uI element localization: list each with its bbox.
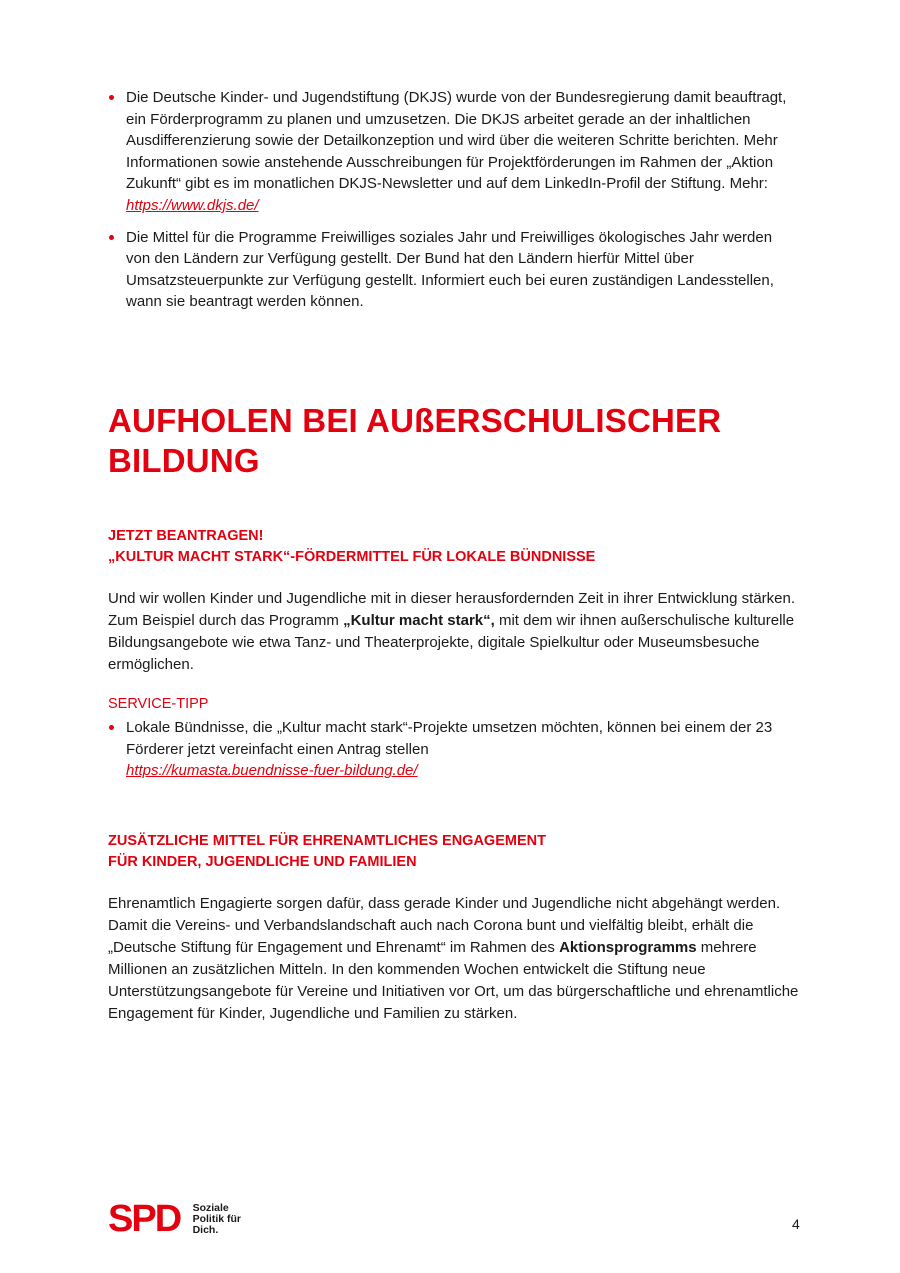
service-tip-label: SERVICE-TIPP xyxy=(108,696,209,712)
paragraph-text: mit dem wir ihnen außerschulische kulturelle Bildungsangebote wie etwa Tanz- und Theaterprojekte, digitale Spielkultur oder Museumsbesuche ermöglichen. xyxy=(108,612,795,673)
kumasta-link[interactable]: https://kumasta.buendnisse-fuer-bildung.de/ xyxy=(126,762,418,780)
slogan-line: Politik für xyxy=(192,1213,242,1225)
paragraph-text: mehrere Millionen an zusätzlichen Mitteln. In den kommenden Wochen entwickelt die Stiftung neue Unterstützungsangebote für Vereine und Initiativen vor Ort, um das bürgerschaftliche und ehrenamtliche Engagement für Kinder, Jugendliche und Familien zu stärken. xyxy=(108,939,799,1022)
spd-logo xyxy=(108,1200,241,1238)
slogan-line: Soziale xyxy=(192,1202,229,1214)
kultur-heading-line: „KULTUR MACHT STARK“-FÖRDERMITTEL FÜR LOKALE BÜNDNISSE xyxy=(108,549,596,565)
spd-slogan xyxy=(193,1203,241,1236)
service-tip-list xyxy=(108,717,798,782)
ehrenamt-paragraph xyxy=(108,893,800,1025)
kultur-paragraph xyxy=(108,588,798,676)
ehrenamt-heading xyxy=(108,831,546,873)
bullet-text: Die Mittel für die Programme Freiwilliges soziales Jahr und Freiwilliges ökologisches Jahr werden von den Ländern zur Verfügung gestellt. Der Bund hat den Ländern hierfür Mittel über Umsatzsteuerpunkte zur Verfügung gestellt. Informiert euch bei euren zuständigen Landesstellen, wann sie beantragt werden können. xyxy=(126,228,774,311)
list-item xyxy=(108,87,798,217)
intro-bullet-list xyxy=(108,87,798,313)
program-name-bold: Aktionsprogramms xyxy=(559,939,697,956)
kultur-heading-line: JETZT BEANTRAGEN! xyxy=(108,528,264,544)
page-number: 4 xyxy=(792,1216,800,1232)
bullet-text: Lokale Bündnisse, die „Kultur macht stark“-Projekte umsetzen möchten, können bei einem der 23 Förderer jetzt vereinfacht einen Antrag stellen xyxy=(126,719,773,758)
bullet-text: Die Deutsche Kinder- und Jugendstiftung (DKJS) wurde von der Bundesregierung damit beauftragt, ein Förderprogramm zu planen und umzusetzen. Die DKJS arbeitet gerade an der inhaltlichen Ausdifferenzierung sowie der Detailkonzeption und wird über die weiteren Schritte berichten. Mehr Informationen sowie anstehende Ausschreibungen für Projektförderungen im Rahmen der „Aktion Zukunft“ gibt es im monatlichen DKJS-Newsletter und auf dem LinkedIn-Profil der Stiftung. Mehr: xyxy=(126,89,787,193)
slogan-line: Dich. xyxy=(192,1224,219,1236)
section-title xyxy=(108,401,721,481)
paragraph-text: Und wir wollen Kinder und Jugendliche mit in dieser herausfordernden Zeit in ihrer Entwicklung stärken. Zum Beispiel durch das Programm xyxy=(108,590,796,629)
section-title-line: AUFHOLEN BEI AUßERSCHULISCHER xyxy=(108,402,722,439)
spd-wordmark: SPD xyxy=(108,1198,181,1240)
list-item xyxy=(108,717,798,782)
dkjs-link[interactable]: https://www.dkjs.de/ xyxy=(126,196,259,214)
ehrenamt-heading-line: ZUSÄTZLICHE MITTEL FÜR EHRENAMTLICHES ENGAGEMENT xyxy=(108,833,546,849)
ehrenamt-heading-line: FÜR KINDER, JUGENDLICHE UND FAMILIEN xyxy=(108,854,417,870)
kultur-heading xyxy=(108,526,595,568)
section-title-line: BILDUNG xyxy=(108,442,260,479)
program-name-bold: „Kultur macht stark“, xyxy=(343,612,495,629)
list-item xyxy=(108,227,798,313)
paragraph-text: Ehrenamtlich Engagierte sorgen dafür, dass gerade Kinder und Jugendliche nicht abgehängt werden. Damit die Vereins- und Verbandslandschaft auch nach Corona bunt und vielfältig bleibt, erhält die „Deutsche Stiftung für Engagement und Ehrenamt“ im Rahmen des xyxy=(108,895,781,956)
